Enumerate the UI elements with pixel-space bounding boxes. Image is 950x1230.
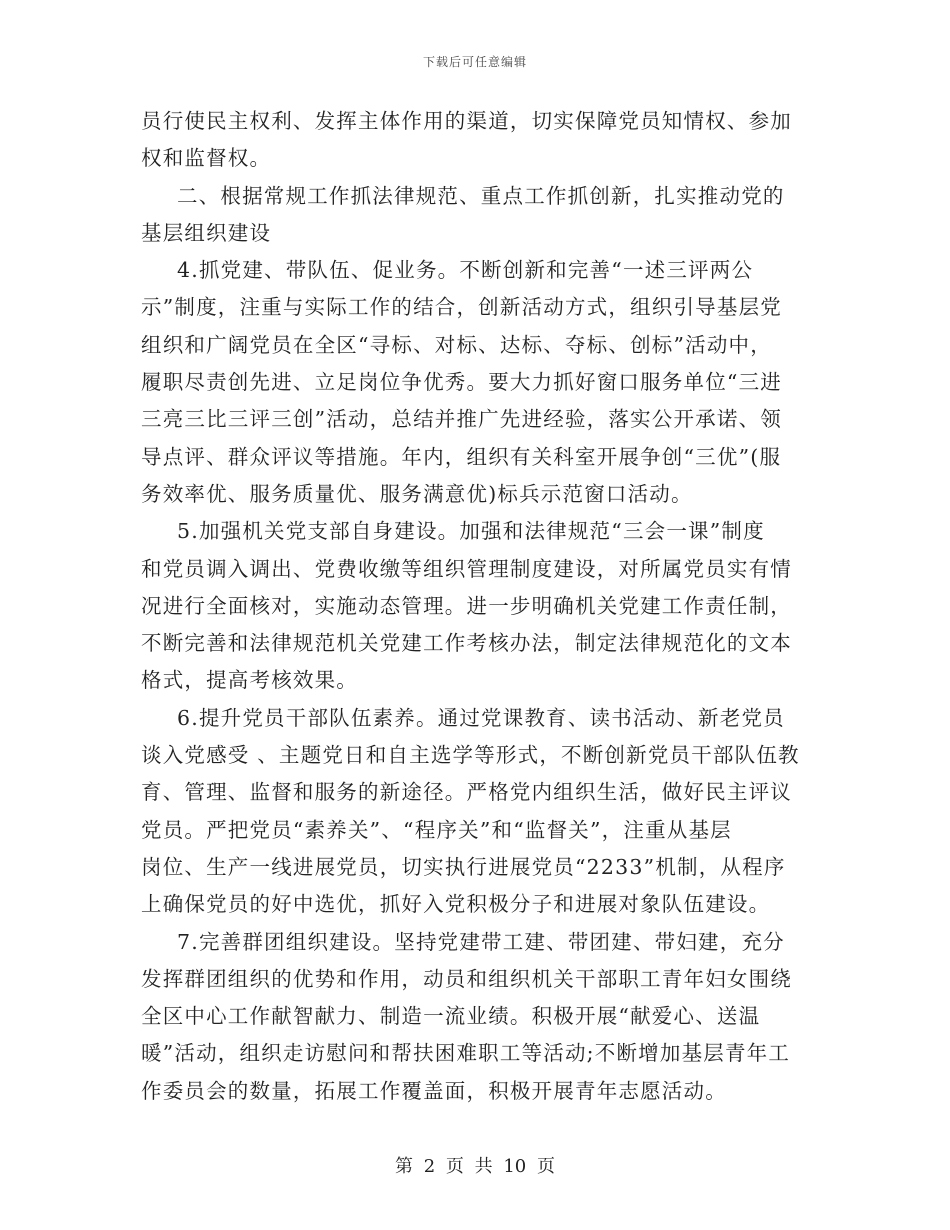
text-line: 6.提升党员干部队伍素养。通过党课教育、读书活动、新老党员 [177, 705, 785, 730]
page-number: 第 2 页 共 10 页 [395, 1156, 555, 1177]
text-line: 和党员调入调出、党费收缴等组织管理制度建设，对所属党员实有情 [141, 556, 792, 581]
text-line: 5.加强机关党支部自身建设。加强和法律规范“三会一课”制度 [177, 519, 765, 544]
text-line: 履职尽责创先进、立足岗位争优秀。要大力抓好窗口服务单位“三进 [141, 370, 782, 395]
text-line: 岗位、生产一线进展党员，切实执行进展党员“2233”机制，从程序 [141, 854, 786, 879]
text-line: 7.完善群团组织建设。坚持党建带工建、带团建、带妇建，充分 [177, 929, 785, 954]
section-heading: 基层组织建设 [141, 220, 272, 245]
text-line: 发挥群团组织的优势和作用，动员和组织机关干部职工青年妇女围绕 [141, 966, 792, 991]
section-heading: 二、根据常规工作抓法律规范、重点工作抓创新，扎实推动党的 [177, 183, 785, 208]
text-line: 员行使民主权利、发挥主体作用的渠道，切实保障党员知情权、参加 [141, 109, 792, 133]
text-line: 4.抓党建、带队伍、促业务。不断创新和完善“一述三评两公 [177, 258, 754, 283]
text-line: 谈入党感受 、主题党日和自主选学等形式，不断创新党员干部队伍教 [141, 743, 800, 768]
text-line: 暖”活动，组织走访慰问和帮扶困难职工等活动;不断增加基层青年工 [141, 1041, 791, 1066]
text-line: 党员。严把党员“素养关”、“程序关”和“监督关”，注重从基层 [141, 817, 732, 842]
text-line: 育、管理、监督和服务的新途径。严格党内组织生活，做好民主评议 [141, 780, 792, 805]
text-line: 导点评、群众评议等措施。年内，组织有关科室开展争创“三优”(服 [141, 444, 782, 469]
text-line: 上确保党员的好中选优，抓好入党积极分子和进展对象队伍建设。 [141, 892, 771, 917]
text-line: 三亮三比三评三创”活动，总结并推广先进经验，落实公开承诺、领 [141, 407, 782, 432]
text-line: 不断完善和法律规范机关党建工作考核办法，制定法律规范化的文本 [141, 631, 792, 656]
text-line: 权和监督权。 [141, 146, 272, 171]
text-line: 务效率优、服务质量优、服务满意优)标兵示范窗口活动。 [141, 481, 693, 506]
text-line: 格式，提高考核效果。 [141, 668, 358, 693]
text-line: 组织和广阔党员在全区“寻标、对标、达标、夺标、创标”活动中， [141, 332, 772, 357]
text-line: 示”制度，注重与实际工作的结合，创新活动方式，组织引导基层党 [141, 295, 782, 320]
text-line: 全区中心工作献智献力、制造一流业绩。积极开展“献爱心、送温 [141, 1004, 761, 1029]
document-body [141, 103, 801, 1110]
text-line: 作委员会的数量，拓展工作覆盖面，积极开展青年志愿活动。 [141, 1078, 727, 1103]
page-header: 下载后可任意编辑 [422, 55, 527, 69]
text-line: 况进行全面核对，实施动态管理。进一步明确机关党建工作责任制， [141, 593, 792, 618]
